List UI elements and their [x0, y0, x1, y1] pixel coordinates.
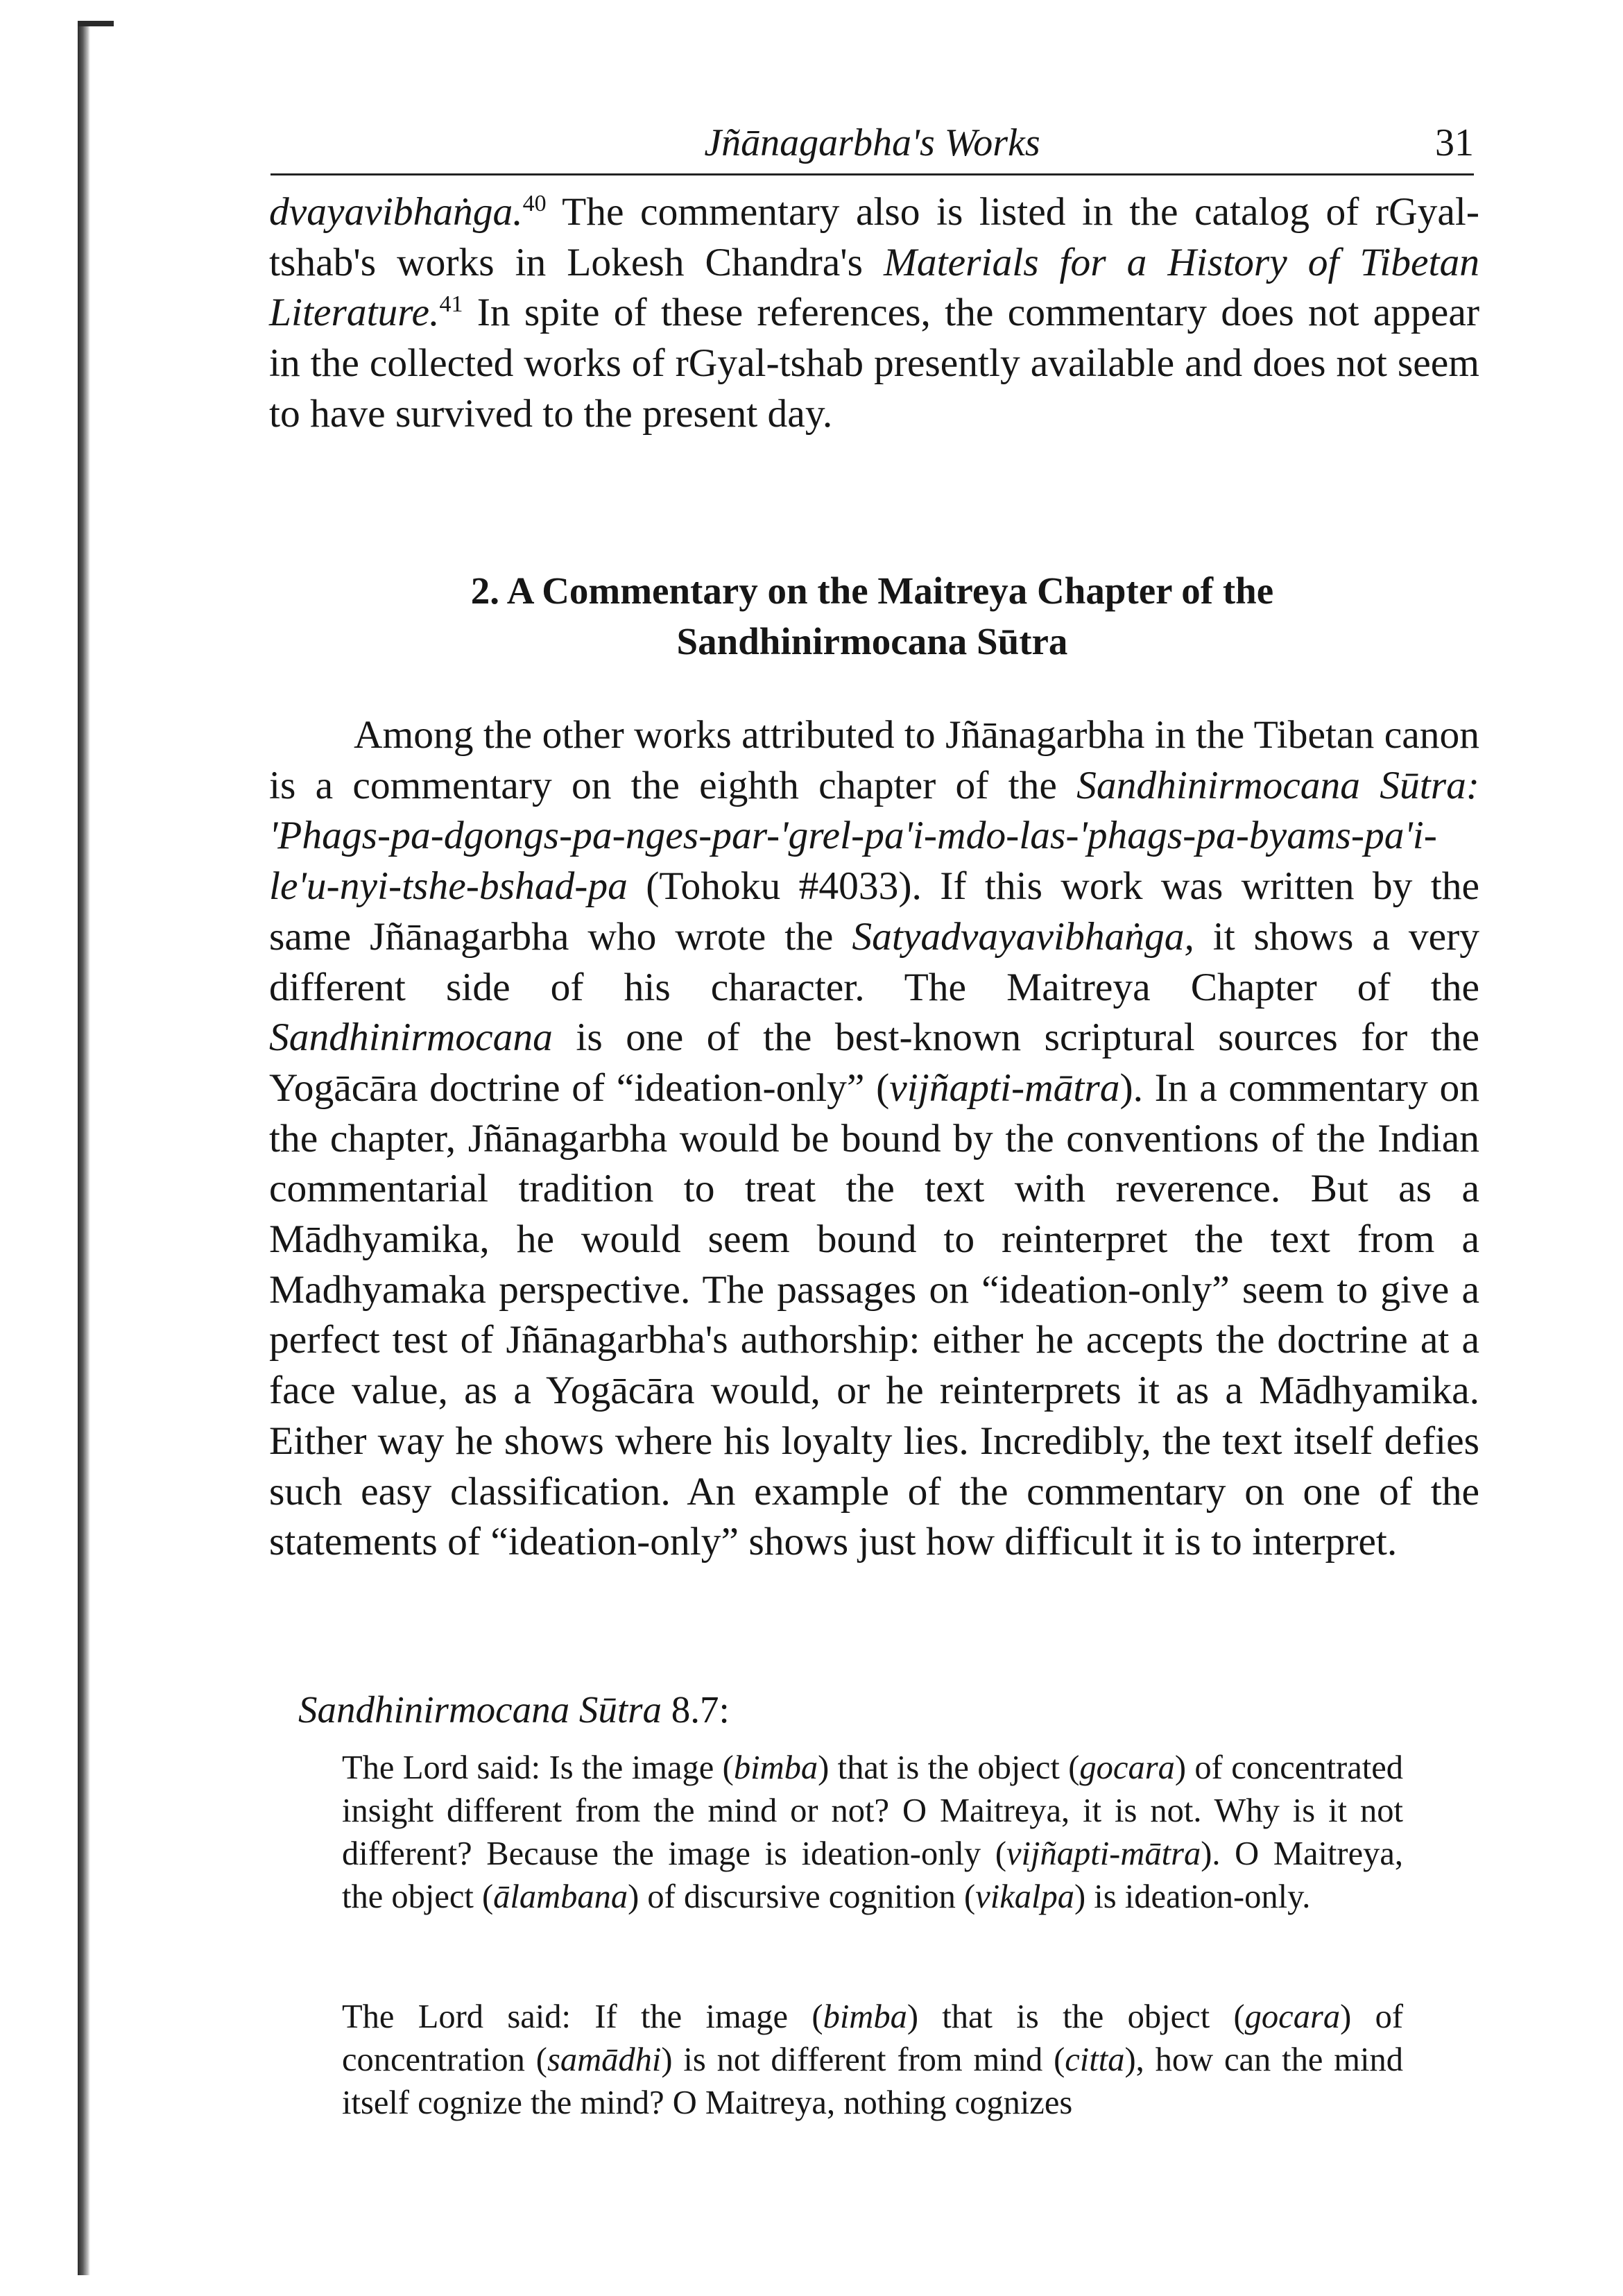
quote-text: ) of concentrated insight different from the mind or not? O Maitreya, it is not. Why is it not different? Because the image is ideation-only ( — [342, 1749, 1403, 1872]
work-title: Sandhinirmocana — [269, 1016, 553, 1060]
paragraph-text: The commentary also is listed in the catalog of rGyal-tshab's works in Lokesh Chandra's — [269, 190, 1479, 284]
sanskrit-term: bimba — [823, 1998, 907, 2035]
work-title: Sandhinirmocana Sūtra: 'Phags-pa-dgongs-pa-nges-par-'grel-pa'i-mdo-las-'phags-pa-byams-pa'i-le'u-nyi-tshe-bshad-pa — [269, 763, 1480, 909]
sanskrit-term: gocara — [1244, 1998, 1341, 2035]
paragraph-text: (Tohoku #4033). If this work was written by the same Jñānagarbha who wrote the — [269, 864, 1479, 959]
work-title: Satyadvayavibhaṅga, — [852, 914, 1194, 959]
quote-text: ) of concentration ( — [342, 1998, 1403, 2078]
sanskrit-term: gocara — [1079, 1749, 1175, 1786]
running-title: Jñānagarbha's Works — [704, 121, 1040, 164]
sanskrit-term: bimba — [733, 1749, 818, 1786]
quote-text: ). O Maitreya, the object ( — [342, 1835, 1404, 1915]
footnote-ref-41: 41 — [439, 291, 463, 318]
sanskrit-term: vikalpa — [975, 1878, 1074, 1915]
paragraph-2 — [269, 710, 1479, 1568]
block-quote-2 — [342, 1996, 1403, 2125]
sanskrit-term: citta — [1065, 2041, 1125, 2078]
quote-text: The Lord said: If the image ( — [342, 1998, 823, 2035]
quote-text: The Lord said: Is the image ( — [342, 1749, 734, 1786]
quote-text: ) is ideation-only. — [1074, 1878, 1311, 1915]
quote-text: ), how can the mind itself cognize the mind? O Maitreya, nothing cognizes — [342, 2041, 1403, 2121]
citation — [298, 1686, 730, 1734]
binding-shadow-top — [78, 21, 114, 26]
paragraph-text: is one of the best-known scriptural sources for the Yogācāra doctrine of “ideation-only” ( — [269, 1016, 1479, 1110]
section-heading-line-2: Sandhinirmocana Sūtra — [676, 620, 1068, 662]
section-heading — [270, 565, 1474, 667]
section-heading-line-1: 2. A Commentary on the Maitreya Chapter of the — [470, 569, 1274, 612]
quote-text: ) that is the object ( — [907, 1998, 1245, 2035]
sanskrit-term: vijñapti-mātra — [1006, 1835, 1201, 1872]
paragraph-text: In spite of these references, the commentary does not appear in the collected works of rGyal-tshab presently available and does not seem to have survived to the present day. — [269, 291, 1479, 436]
paragraph-text: it shows a very different side of his character. The Maitreya Chapter of the — [269, 914, 1480, 1009]
quote-text: ) of discursive cognition ( — [628, 1878, 976, 1915]
paragraph-text: ). In a commentary on the chapter, Jñānagarbha would be bound by the conventions of the Indian commentarial tradition to treat the text with reverence. But as a Mādhyamika, he would seem bound to reinterpret the text from a Madhyamaka perspective. The passages on “ideation-only” seem to give a perfect test of Jñānagarbha's authorship: either he accepts the doctrine at a face value, as a Yogācāra would, or he reinterprets it as a Mādhyamika. Either way he shows where his loyalty lies. Incredibly, the text itself defies such easy classification. An example of the commentary on one of the statements of “ideation-only” shows just how difficult it is to interpret. — [269, 1065, 1479, 1564]
sanskrit-term: samādhi — [547, 2041, 662, 2078]
work-title: dvayavibhaṅga. — [269, 190, 523, 234]
work-title: Materials for a History of Tibetan Literature. — [269, 240, 1479, 335]
quote-text: ) is not different from mind ( — [661, 2041, 1065, 2078]
running-head — [270, 111, 1474, 175]
citation-title: Sandhinirmocana Sūtra — [298, 1688, 662, 1731]
paragraph-text: Among the other works attributed to Jñānagarbha in the Tibetan canon is a commentary on the eighth chapter of the — [269, 713, 1479, 807]
citation-ref: 8.7: — [662, 1688, 730, 1731]
paragraph-1 — [269, 187, 1479, 440]
block-quote-1 — [342, 1747, 1403, 1919]
sanskrit-term: vijñapti-mātra — [889, 1065, 1120, 1110]
page-number: 31 — [1435, 121, 1474, 164]
sanskrit-term: ālambana — [493, 1878, 628, 1915]
quote-text: ) that is the object ( — [818, 1749, 1080, 1786]
footnote-ref-40: 40 — [522, 190, 547, 216]
binding-shadow — [78, 21, 90, 2275]
